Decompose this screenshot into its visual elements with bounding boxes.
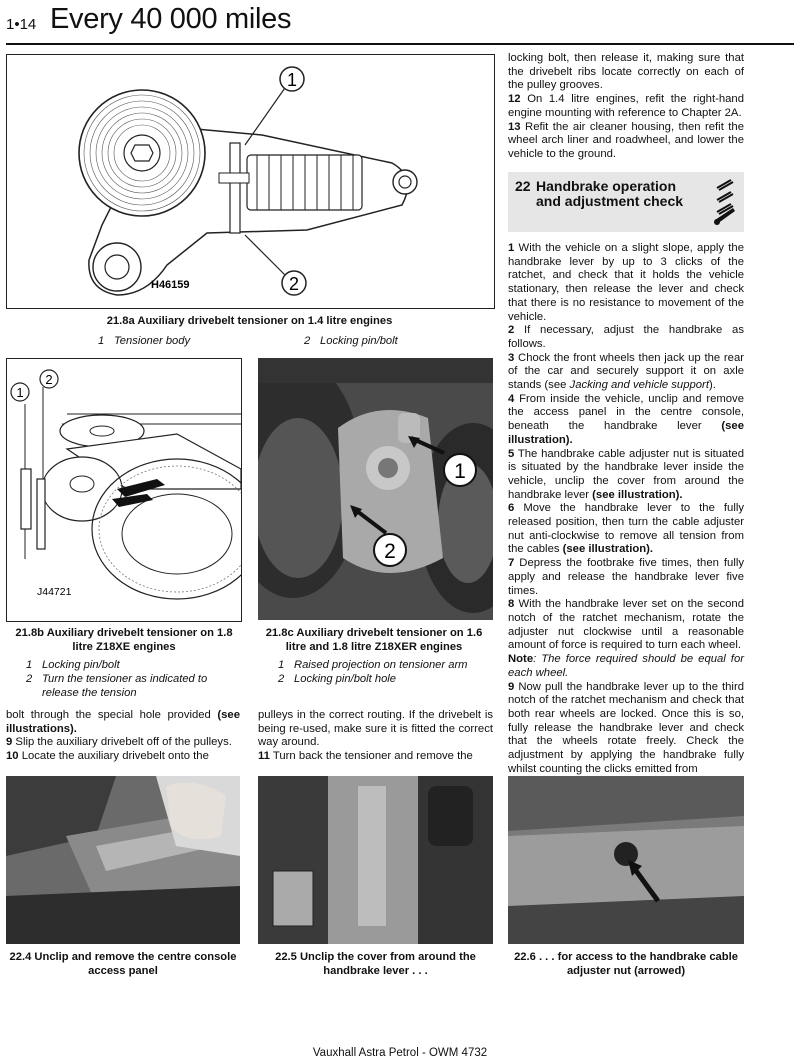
paragraph: pulleys in the correct routing. If the drivebelt is being re-used, make sure it is fitted the correct way around. [258, 709, 493, 749]
photo-22-4 [6, 776, 240, 944]
figure-label: J44721 [37, 586, 72, 598]
step-number: 12 [508, 93, 521, 106]
step-number: 9 [508, 680, 515, 693]
legend-text: Locking pin/bolt [320, 335, 398, 347]
text-column-2 [258, 709, 493, 764]
text-column-3-steps [508, 242, 744, 776]
step-number: 4 [508, 392, 515, 405]
callout-2-text: 2 [288, 274, 300, 294]
tensioner-drawing [7, 55, 494, 308]
legend-item [26, 672, 241, 700]
illustration-ref: (see illustration) [508, 420, 744, 446]
step-text: From inside the vehicle, unclip and remove the access panel in the centre console, beneath the handbrake lever [508, 392, 744, 433]
step-9 [6, 736, 240, 750]
note-label: Note [508, 653, 534, 666]
step-9 [508, 681, 744, 777]
step-text: Slip the auxiliary drivebelt off of the pulleys. [12, 736, 232, 749]
step-7 [508, 557, 744, 598]
step-number: 13 [508, 120, 521, 133]
step-number: 8 [508, 598, 515, 611]
legend-item [304, 334, 398, 348]
callout-1-text: 1 [286, 70, 298, 90]
caption-21-8a: 21.8a Auxiliary drivebelt tensioner on 1.4 litre engines [106, 315, 393, 327]
step-text: . [679, 488, 683, 501]
section-number: 22 [515, 178, 531, 194]
legend-21-8a [98, 334, 493, 348]
legend-text: Tensioner body [114, 335, 191, 347]
adjuster-nut-photo [508, 776, 744, 944]
step-text: Locate the auxiliary drivebelt onto the [18, 750, 209, 763]
step-text: On 1.4 litre engines, refit the right-hand engine mounting with reference to Chapter 2A. [508, 93, 744, 119]
legend-21-8c [278, 658, 493, 686]
legend-item [278, 672, 493, 686]
section-22-header [508, 172, 744, 232]
step-text: ). [708, 379, 716, 392]
note-text: : The force required should be equal for each wheel. [508, 653, 744, 679]
section-title-line-1: Handbrake operation [536, 178, 677, 194]
page-title: Every 40 000 miles [50, 3, 292, 35]
callout-2-text: 2 [45, 372, 53, 387]
legend-number: 2 [278, 673, 285, 685]
step-text: . [649, 543, 654, 556]
step-13 [508, 121, 744, 162]
step-text: . [569, 433, 573, 446]
step-number: 5 [508, 447, 515, 460]
footer: Vauxhall Astra Petrol - OWM 4732 [312, 1047, 488, 1059]
legend-number: 1 [278, 659, 285, 671]
header-rule [6, 43, 794, 45]
step-1 [508, 242, 744, 324]
caption-21-8c: 21.8c Auxiliary drivebelt tensioner on 1.6 litre and 1.8 litre Z18XER engines [265, 627, 483, 653]
step-text: Refit the air cleaner housing, then refit the wheel arch liner and roadwheel, and lower the vehicle to the ground. [508, 120, 744, 160]
step-2 [508, 324, 744, 351]
console-photo [6, 776, 240, 944]
spanner-difficulty-icon [713, 178, 737, 226]
legend-item [278, 658, 493, 672]
figure-21-8b [6, 358, 242, 622]
legend-item [26, 658, 241, 672]
photo-21-8c [258, 358, 493, 620]
step-number: 6 [508, 502, 515, 515]
step-number: 1 [508, 242, 515, 254]
step-text: The handbrake cable adjuster nut is situated is situated by the handbrake lever inside the vehicle, unclip the cover from around the handbrake lever [508, 447, 744, 501]
step-11 [258, 750, 493, 764]
step-4 [508, 393, 744, 448]
section-title-line-2: and adjustment check [536, 193, 684, 209]
handbrake-lever-photo [258, 776, 493, 944]
tensioner-photo [258, 358, 493, 620]
photo-22-5 [258, 776, 493, 944]
step-text: With the handbrake lever set on the second notch of the ratchet mechanism, rotate the adjuster nut clockwise until a reasonable amount of force is required to turn each wheel. [508, 598, 744, 652]
illustration-ref: (see illustration) [562, 543, 650, 556]
legend-21-8b [26, 658, 241, 700]
legend-text: Locking pin/bolt hole [294, 673, 397, 685]
legend-item [98, 334, 304, 348]
text-column-3 [508, 52, 744, 162]
page-number: 1•14 [6, 16, 37, 33]
step-12 [508, 93, 744, 120]
chapter-ref: Jacking and vehicle support [569, 379, 709, 392]
step-number: 10 [6, 750, 19, 763]
figure-label: H46159 [151, 279, 190, 291]
step-text: If necessary, adjust the handbrake as follows. [508, 324, 744, 350]
step-text: Depress the footbrake five times, then fully apply and release the handbrake lever five times. [508, 557, 744, 597]
legend-number: 1 [98, 335, 105, 347]
step-number: 3 [508, 351, 515, 364]
photo-22-6 [508, 776, 744, 944]
callout-1-text: 1 [16, 385, 24, 400]
step-10 [6, 750, 240, 764]
step-text: Chock the front wheels then jack up the rear of the car and securely support it on axle stands (see [508, 351, 744, 392]
caption-22-6: 22.6 . . . for access to the handbrake cable adjuster nut (arrowed) [514, 951, 738, 977]
text-span: . [73, 722, 77, 735]
callout-1-text: 1 [454, 460, 466, 483]
step-text: Turn back the tensioner and remove the [269, 750, 473, 763]
illustration-ref: (see illustration) [592, 488, 680, 501]
note [508, 653, 744, 680]
step-text: Move the handbrake lever to the fully released position, then turn the cable adjuster nut anti-clockwise to remove all tension from the cables [508, 502, 744, 556]
step-3 [508, 352, 744, 393]
step-6 [508, 502, 744, 557]
tensioner-drawing-z18xe [7, 359, 241, 621]
step-text: Now pull the handbrake lever up to the third notch of the ratchet mechanism and check that both rear wheels are locked. Once this is so, fully release the handbrake lever and check that the wheels rotate freely. Check the adjustment by applying the handbrake fully whilst counting the clicks emitted from [508, 680, 744, 775]
step-number: 9 [6, 736, 13, 749]
legend-text: Turn the tensioner as indicated to release the tension [42, 673, 208, 699]
legend-number: 2 [26, 673, 33, 685]
paragraph: locking bolt, then release it, making sure that the drivebelt ribs locate correctly on each of the pulley grooves. [508, 52, 744, 92]
callout-2-text: 2 [384, 540, 396, 563]
paragraph [6, 709, 240, 736]
caption-22-5: 22.5 Unclip the cover from around the handbrake lever . . . [275, 951, 476, 977]
caption-22-4: 22.4 Unclip and remove the centre console access panel [9, 951, 237, 977]
legend-number: 1 [26, 659, 33, 671]
legend-number: 2 [304, 335, 311, 347]
text-column-1 [6, 709, 240, 764]
text-span: bolt through the special hole provided [6, 709, 218, 721]
step-number: 2 [508, 324, 515, 337]
step-number: 11 [258, 750, 270, 763]
step-8 [508, 598, 744, 653]
step-text: With the vehicle on a slight slope, apply the handbrake lever by up to 3 clicks of the ratchet, and check that it holds the vehicle stationary, then release the lever and check that there is no resistance to movement of the vehicle. [508, 242, 744, 323]
step-number: 7 [508, 557, 515, 570]
step-5 [508, 448, 744, 503]
legend-text: Locking pin/bolt [42, 659, 120, 671]
illustration-ref: (see illustrations) [6, 709, 240, 735]
legend-text: Raised projection on tensioner arm [294, 659, 468, 671]
caption-21-8b: 21.8b Auxiliary drivebelt tensioner on 1.8 litre Z18XE engines [15, 627, 233, 653]
figure-21-8a [6, 54, 495, 309]
